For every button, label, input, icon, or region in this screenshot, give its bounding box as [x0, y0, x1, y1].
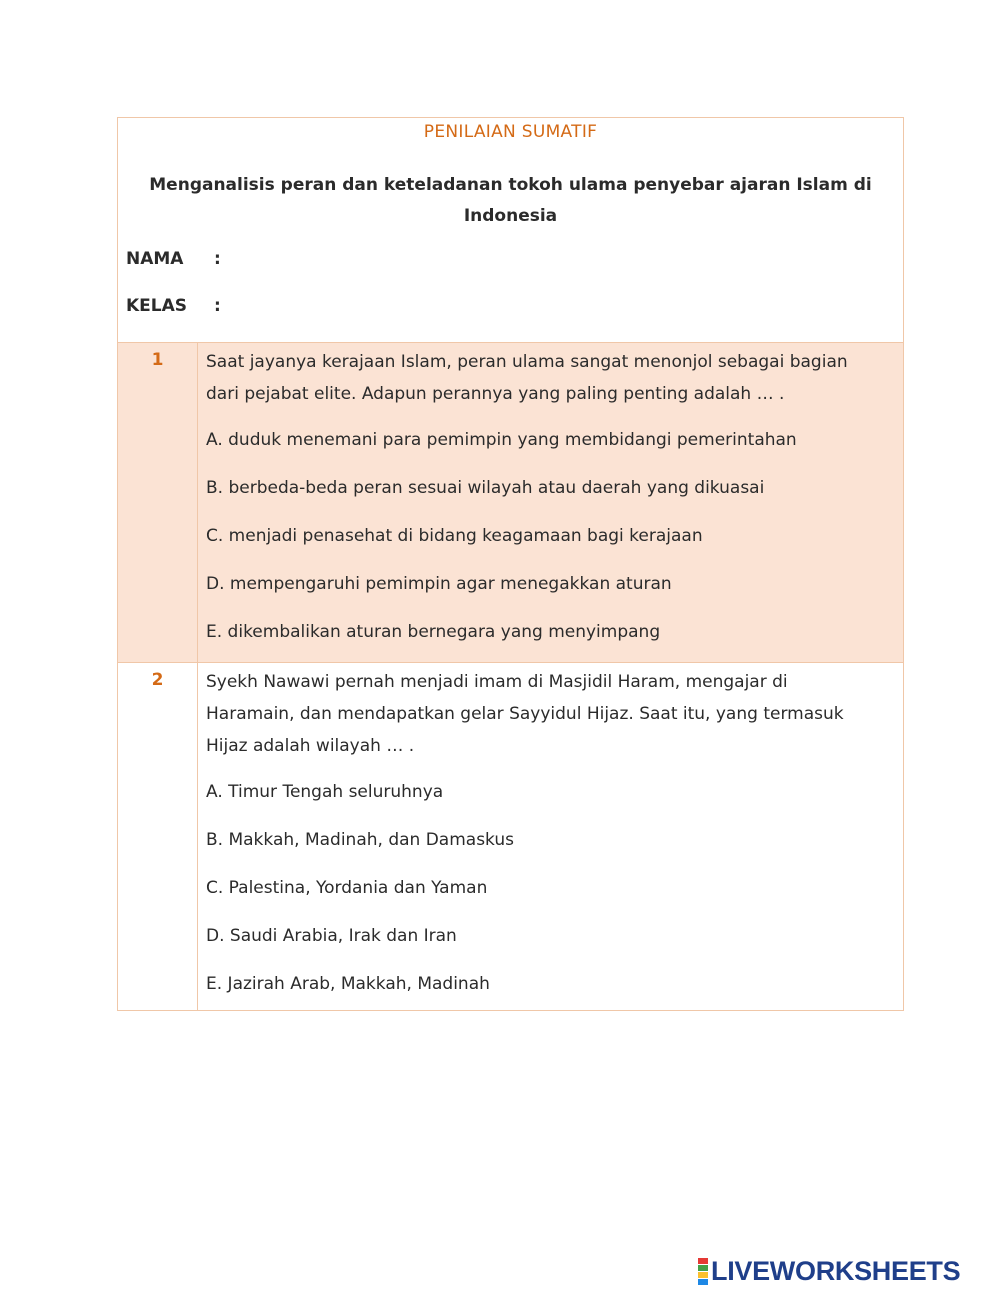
logo-blocks-icon: [698, 1258, 708, 1285]
nama-label: NAMA: [126, 249, 184, 269]
question-1-option-e[interactable]: E. dikembalikan aturan bernegara yang menyimpang: [206, 622, 661, 642]
question-2-option-b[interactable]: B. Makkah, Madinah, dan Damaskus: [206, 830, 515, 850]
question-2-option-e[interactable]: E. Jazirah Arab, Makkah, Madinah: [206, 974, 490, 994]
question-row-1: [118, 343, 903, 662]
question-2-option-c[interactable]: C. Palestina, Yordania dan Yaman: [206, 878, 488, 898]
question-1-option-c[interactable]: C. menjadi penasehat di bidang keagamaan bagi kerajaan: [206, 526, 703, 546]
question-content-1: [198, 343, 903, 662]
logo-block-yellow: [698, 1272, 708, 1278]
kelas-colon: :: [214, 296, 221, 316]
kelas-field: [126, 296, 221, 316]
logo-block-blue: [698, 1279, 708, 1285]
liveworksheets-logo[interactable]: [698, 1256, 960, 1286]
worksheet-subtitle: [138, 170, 883, 232]
question-row-2: [118, 662, 903, 1010]
question-text-1: [206, 346, 885, 410]
question-1-option-b[interactable]: B. berbeda-beda peran sesuai wilayah atau daerah yang dikuasai: [206, 478, 765, 498]
question-1-option-a[interactable]: A. duduk menemani para pemimpin yang membidangi pemerintahan: [206, 430, 797, 450]
logo-text: LIVEWORKSHEETS: [711, 1255, 961, 1286]
question-2-line-2: Haramain, dan mendapatkan gelar Sayyidul Hijaz. Saat itu, yang termasuk: [206, 704, 844, 724]
worksheet-header: [118, 118, 903, 343]
subtitle-line-1: Menganalisis peran dan keteladanan tokoh ulama penyebar ajaran Islam di: [149, 175, 872, 195]
worksheet-title: PENILAIAN SUMATIF: [423, 122, 598, 142]
worksheet-table: [117, 117, 904, 1011]
question-number-2: 2: [118, 663, 198, 1010]
question-2-option-a[interactable]: A. Timur Tengah seluruhnya: [206, 782, 444, 802]
question-content-2: [198, 663, 903, 1010]
nama-colon: :: [214, 249, 221, 269]
question-2-line-1: Syekh Nawawi pernah menjadi imam di Masjidil Haram, mengajar di: [206, 672, 788, 692]
subtitle-line-2: Indonesia: [463, 206, 558, 226]
nama-field: [126, 249, 221, 269]
question-number-1: 1: [118, 343, 198, 662]
question-text-2: [206, 666, 885, 762]
kelas-label: KELAS: [126, 296, 188, 316]
question-2-option-d[interactable]: D. Saudi Arabia, Irak dan Iran: [206, 926, 457, 946]
logo-block-red: [698, 1258, 708, 1264]
question-1-line-2: dari pejabat elite. Adapun perannya yang paling penting adalah … .: [206, 384, 785, 404]
question-1-option-d[interactable]: D. mempengaruhi pemimpin agar menegakkan aturan: [206, 574, 672, 594]
question-1-line-1: Saat jayanya kerajaan Islam, peran ulama sangat menonjol sebagai bagian: [206, 352, 848, 372]
question-2-line-3: Hijaz adalah wilayah … .: [206, 736, 415, 756]
logo-block-green: [698, 1265, 708, 1271]
